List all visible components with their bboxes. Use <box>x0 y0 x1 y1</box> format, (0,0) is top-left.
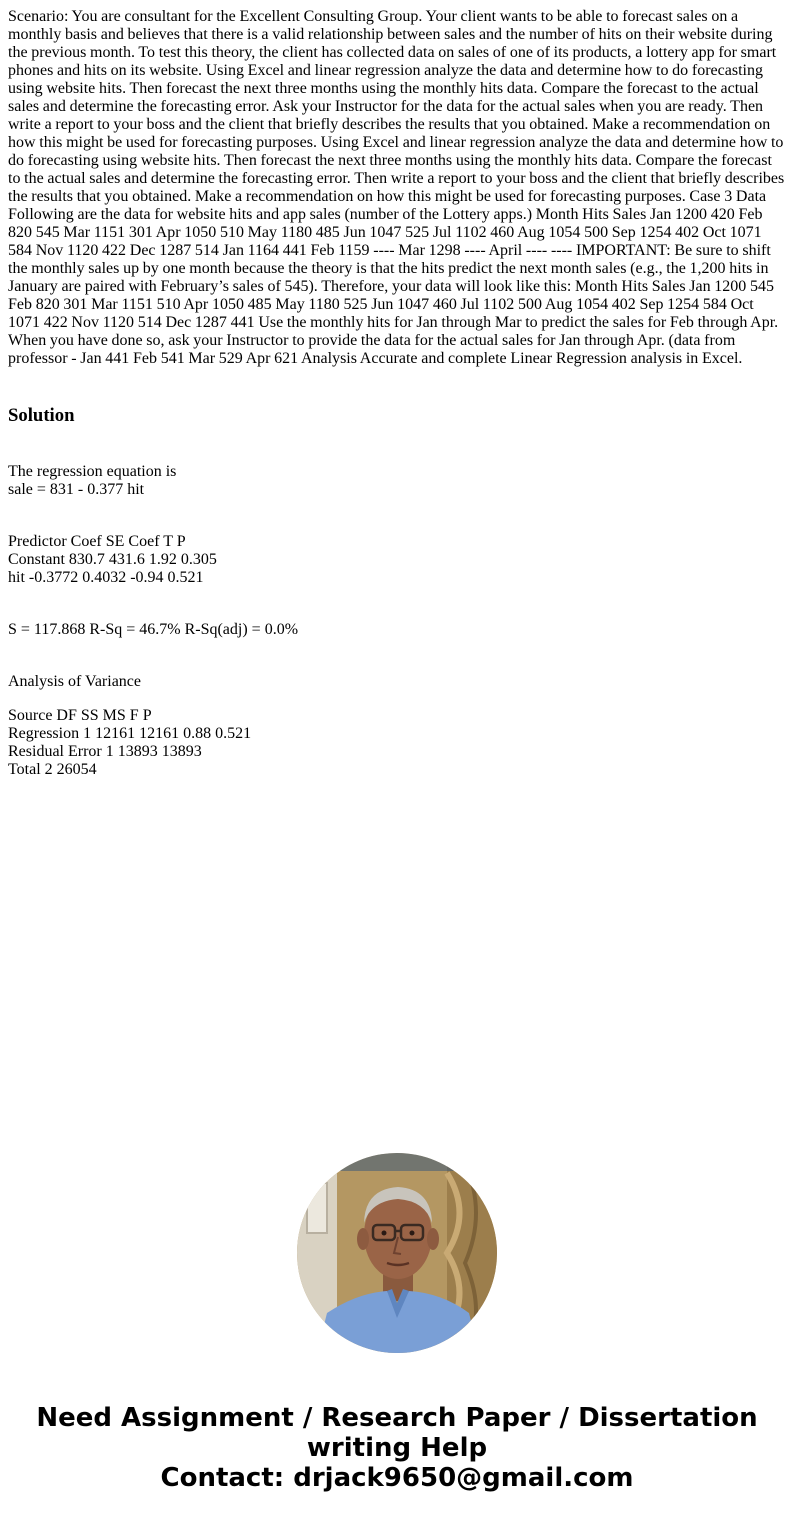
regression-equation-label: The regression equation is <box>8 463 177 480</box>
solution-heading: Solution <box>8 405 75 426</box>
coef-row-hit: hit -0.3772 0.4032 -0.94 0.521 <box>8 569 204 586</box>
regression-equation: sale = 831 - 0.377 hit <box>8 481 145 498</box>
anova-row-regression: Regression 1 12161 12161 0.88 0.521 <box>8 725 252 742</box>
anova-row-total: Total 2 26054 <box>8 761 97 778</box>
anova-row-residual: Residual Error 1 13893 13893 <box>8 743 202 760</box>
footer-line-1: Need Assignment / Research Paper / Dissertation <box>36 1403 758 1433</box>
question-text: Scenario: You are consultant for the Excellent Consulting Group. Your client wants to be able to forecast sales on a monthly basis and believes that there is a valid relationship between sales and the number of hits on their website during the previous month. To test this theory, the client has collected data on sales of one of its products, a lottery app for smart phones and hits on its website. Using Excel and linear regression analyze the data and determine how to do forecasting using website hits. Then forecast the next three months using the monthly hits data. Compare the forecast to the actual sales and determine the forecasting error. Ask your Instructor for the data for the actual sales when you are ready. Then write a report to your boss and the client that briefly describes the results that you obtained. Make a recommendation on how this might be used for forecasting purposes. Using Excel and linear regression analyze the data and determine how to do forecasting using website hits. Then forecast the next three months using the monthly hits data. Compare the forecast to the actual sales and determine the forecasting error. Then write a report to your boss and the client that briefly describes the results that you obtained. Make a recommendation on how this might be used for forecasting purposes. Case 3 Data Following are the data for website hits and app sales (number of the Lottery apps.) Month Hits Sales Jan 1200 420 Feb 820 545 Mar 1151 301 Apr 1050 510 May 1180 485 Jun 1047 525 Jul 1102 460 Aug 1054 500 Sep 1254 402 Oct 1071 584 Nov 1120 422 Dec 1287 514 Jan 1164 441 Feb 1159 ---- Mar 1298 ---- April ---- ---- IMPORTANT: Be sure to shift the monthly sales up by one month because the theory is that the hits predict the next month sales (e.g., the 1,200 hits in January are paired with February’s sales of 545). Therefore, your data will look like this: Month Hits Sales Jan 1200 545 Feb 820 301 Mar 1151 510 Apr 1050 485 May 1180 525 Jun 1047 460 Jul 1102 500 Aug 1054 402 Sep 1254 584 Oct 1071 422 Nov 1120 514 Dec 1287 441 Use the monthly hits for Jan through Mar to predict the sales for Feb through Apr. When you have done so, ask your Instructor to provide the data for the actual sales for Jan through Apr. (data from professor - Jan 441 Feb 541 Mar 529 Apr 621 Analysis Accurate and complete Linear Regression analysis in Excel. <box>8 8 785 367</box>
fit-statistics: S = 117.868 R-Sq = 46.7% R-Sq(adj) = 0.0% <box>8 621 299 638</box>
footer-line-2: writing Help <box>306 1433 488 1463</box>
anova-header: Source DF SS MS F P <box>8 707 152 724</box>
contact-footer <box>0 1403 794 1493</box>
coef-row-constant: Constant 830.7 431.6 1.92 0.305 <box>8 551 217 568</box>
coef-table-header: Predictor Coef SE Coef T P <box>8 533 186 550</box>
anova-title: Analysis of Variance <box>8 673 141 690</box>
author-avatar <box>297 1153 497 1353</box>
footer-contact-line: Contact: drjack9650@gmail.com <box>160 1463 634 1493</box>
